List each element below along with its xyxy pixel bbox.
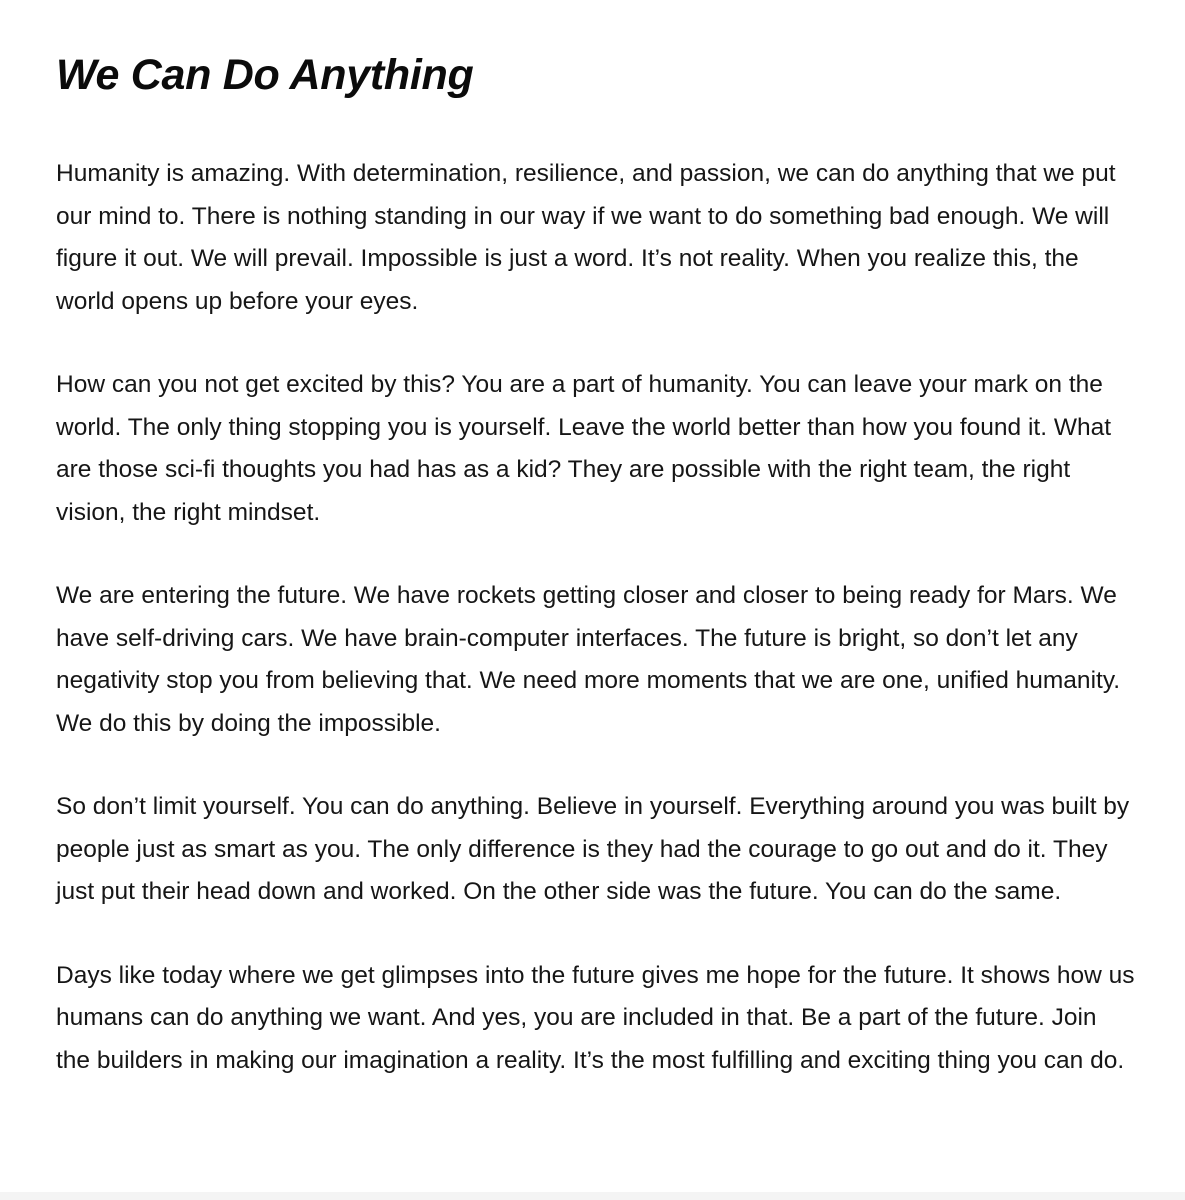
article <box>56 49 1136 1082</box>
article-paragraph-5: Days like today where we get glimpses into the future gives me hope for the future. It shows how us humans can do anything we want. And yes, you are included in that. Be a part of the future. Join the builders in making our imagination a reality. It’s the most fulfilling and exciting thing you can do. <box>56 961 1135 1074</box>
article-paragraph-1: Humanity is amazing. With determination, resilience, and passion, we can do anything that we put our mind to. There is nothing standing in our way if we want to do something bad enough. We will figure it out. We will prevail. Impossible is just a word. It’s not reality. When you realize this, the world opens up before your eyes. <box>56 160 1116 315</box>
article-paragraph-4: So don’t limit yourself. You can do anything. Believe in yourself. Everything around you was built by people just as smart as you. The only difference is they had the courage to go out and do it. They just put their head down and worked. On the other side was the future. You can do the same. <box>56 793 1130 905</box>
article-paragraph-3: We are entering the future. We have rockets getting closer and closer to being ready for Mars. We have self-driving cars. We have brain-computer interfaces. The future is bright, so don’t let any negativity stop you from believing that. We need more moments that we are one, unified humanity. We do this by doing the impossible. <box>56 582 1121 737</box>
article-title: We Can Do Anything <box>56 51 474 99</box>
article-body <box>56 153 1136 1082</box>
page-bottom-edge <box>0 1192 1185 1200</box>
article-paragraph-2: How can you not get excited by this? You are a part of humanity. You can leave your mark on the world. The only thing stopping you is yourself. Leave the world better than how you found it. What are those sci-fi thoughts you had has as a kid? They are possible with the right team, the right vision, the right mindset. <box>56 371 1112 526</box>
